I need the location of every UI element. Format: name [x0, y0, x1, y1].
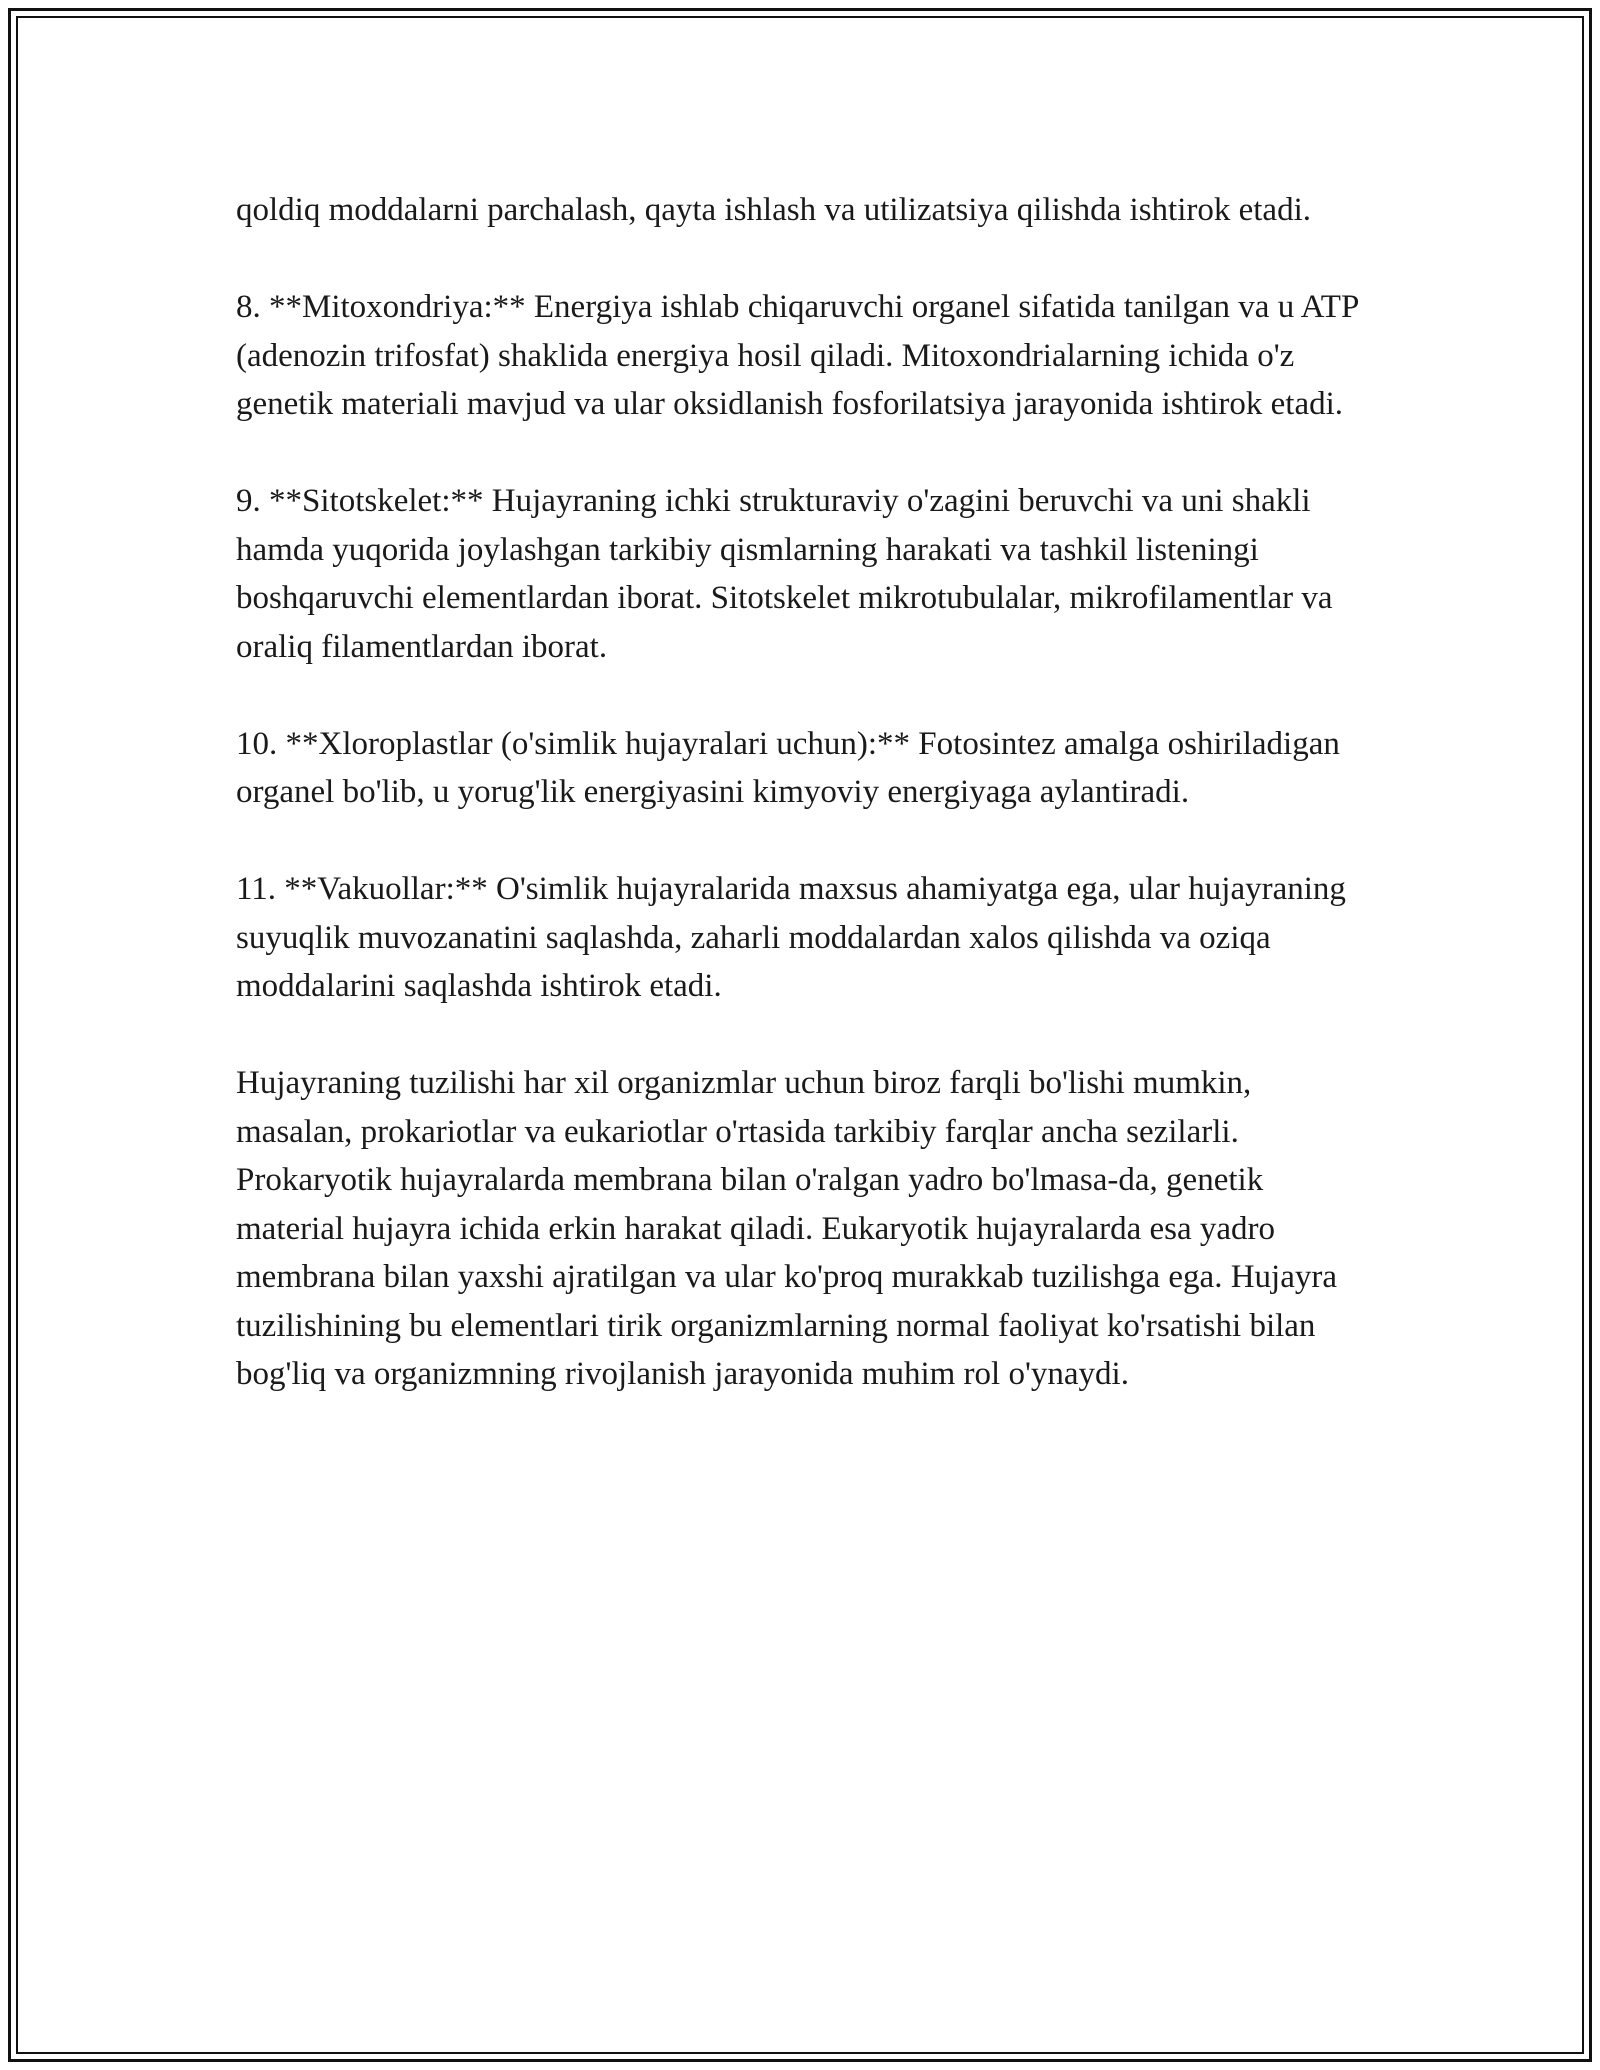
paragraph-conclusion: Hujayraning tuzilishi har xil organizmlar uchun biroz farqli bo'lishi mumkin, masalan, prokariotlar va eukariotlar o'rtasida tarkibiy farqlar ancha sezilarli. Prokaryotik hujayralarda membrana bilan o'ralgan yadro bo'lmasa-da, genetik material hujayra ichida erkin harakat qiladi. Eukaryotik hujayralarda esa yadro membrana bilan yaxshi ajratilgan va ular ko'proq murakkab tuzilishga ega. Hujayra tuzilishining bu elementlari tirik organizmlarning normal faoliyat ko'rsatishi bilan bog'liq va organizmning rivojlanish jarayonida muhim rol o'ynaydi. — [236, 1065, 1337, 1392]
paragraph-mitoxondriya: 8. **Mitoxondriya:** Energiya ishlab chiqaruvchi organel sifatida tanilgan va u ATP (adenozin trifosfat) shaklida energiya hosil qiladi. Mitoxondrialarning ichida o'z genetik materiali mavjud va ular oksidlanish fosforilatsiya jarayonida ishtirok etadi. — [236, 289, 1359, 422]
paragraph-sitotskelet: 9. **Sitotskelet:** Hujayraning ichki strukturaviy o'zagini beruvchi va uni shakli hamda yuqorida joylashgan tarkibiy qismlarning harakati va tashkil listeningi boshqaruvchi elementlardan iborat. Sitotskelet mikrotubulalar, mikrofilamentlar va oraliq filamentlardan iborat. — [236, 483, 1333, 665]
paragraph-vakuollar: 11. **Vakuollar:** O'simlik hujayralarida maxsus ahamiyatga ega, ular hujayraning suyuqlik muvozanatini saqlashda, zaharli moddalardan xalos qilishda va oziqa moddalarini saqlashda ishtirok etadi. — [236, 871, 1346, 1004]
paragraph-xloroplastlar: 10. **Xloroplastlar (o'simlik hujayralari uchun):** Fotosintez amalga oshiriladigan organel bo'lib, u yorug'lik energiyasini kimyoviy energiyaga aylantiradi. — [236, 725, 1340, 810]
document-body — [236, 186, 1366, 1447]
paragraph-continuation: qoldiq moddalarni parchalash, qayta ishlash va utilizatsiya qilishda ishtirok etadi. — [236, 192, 1311, 228]
